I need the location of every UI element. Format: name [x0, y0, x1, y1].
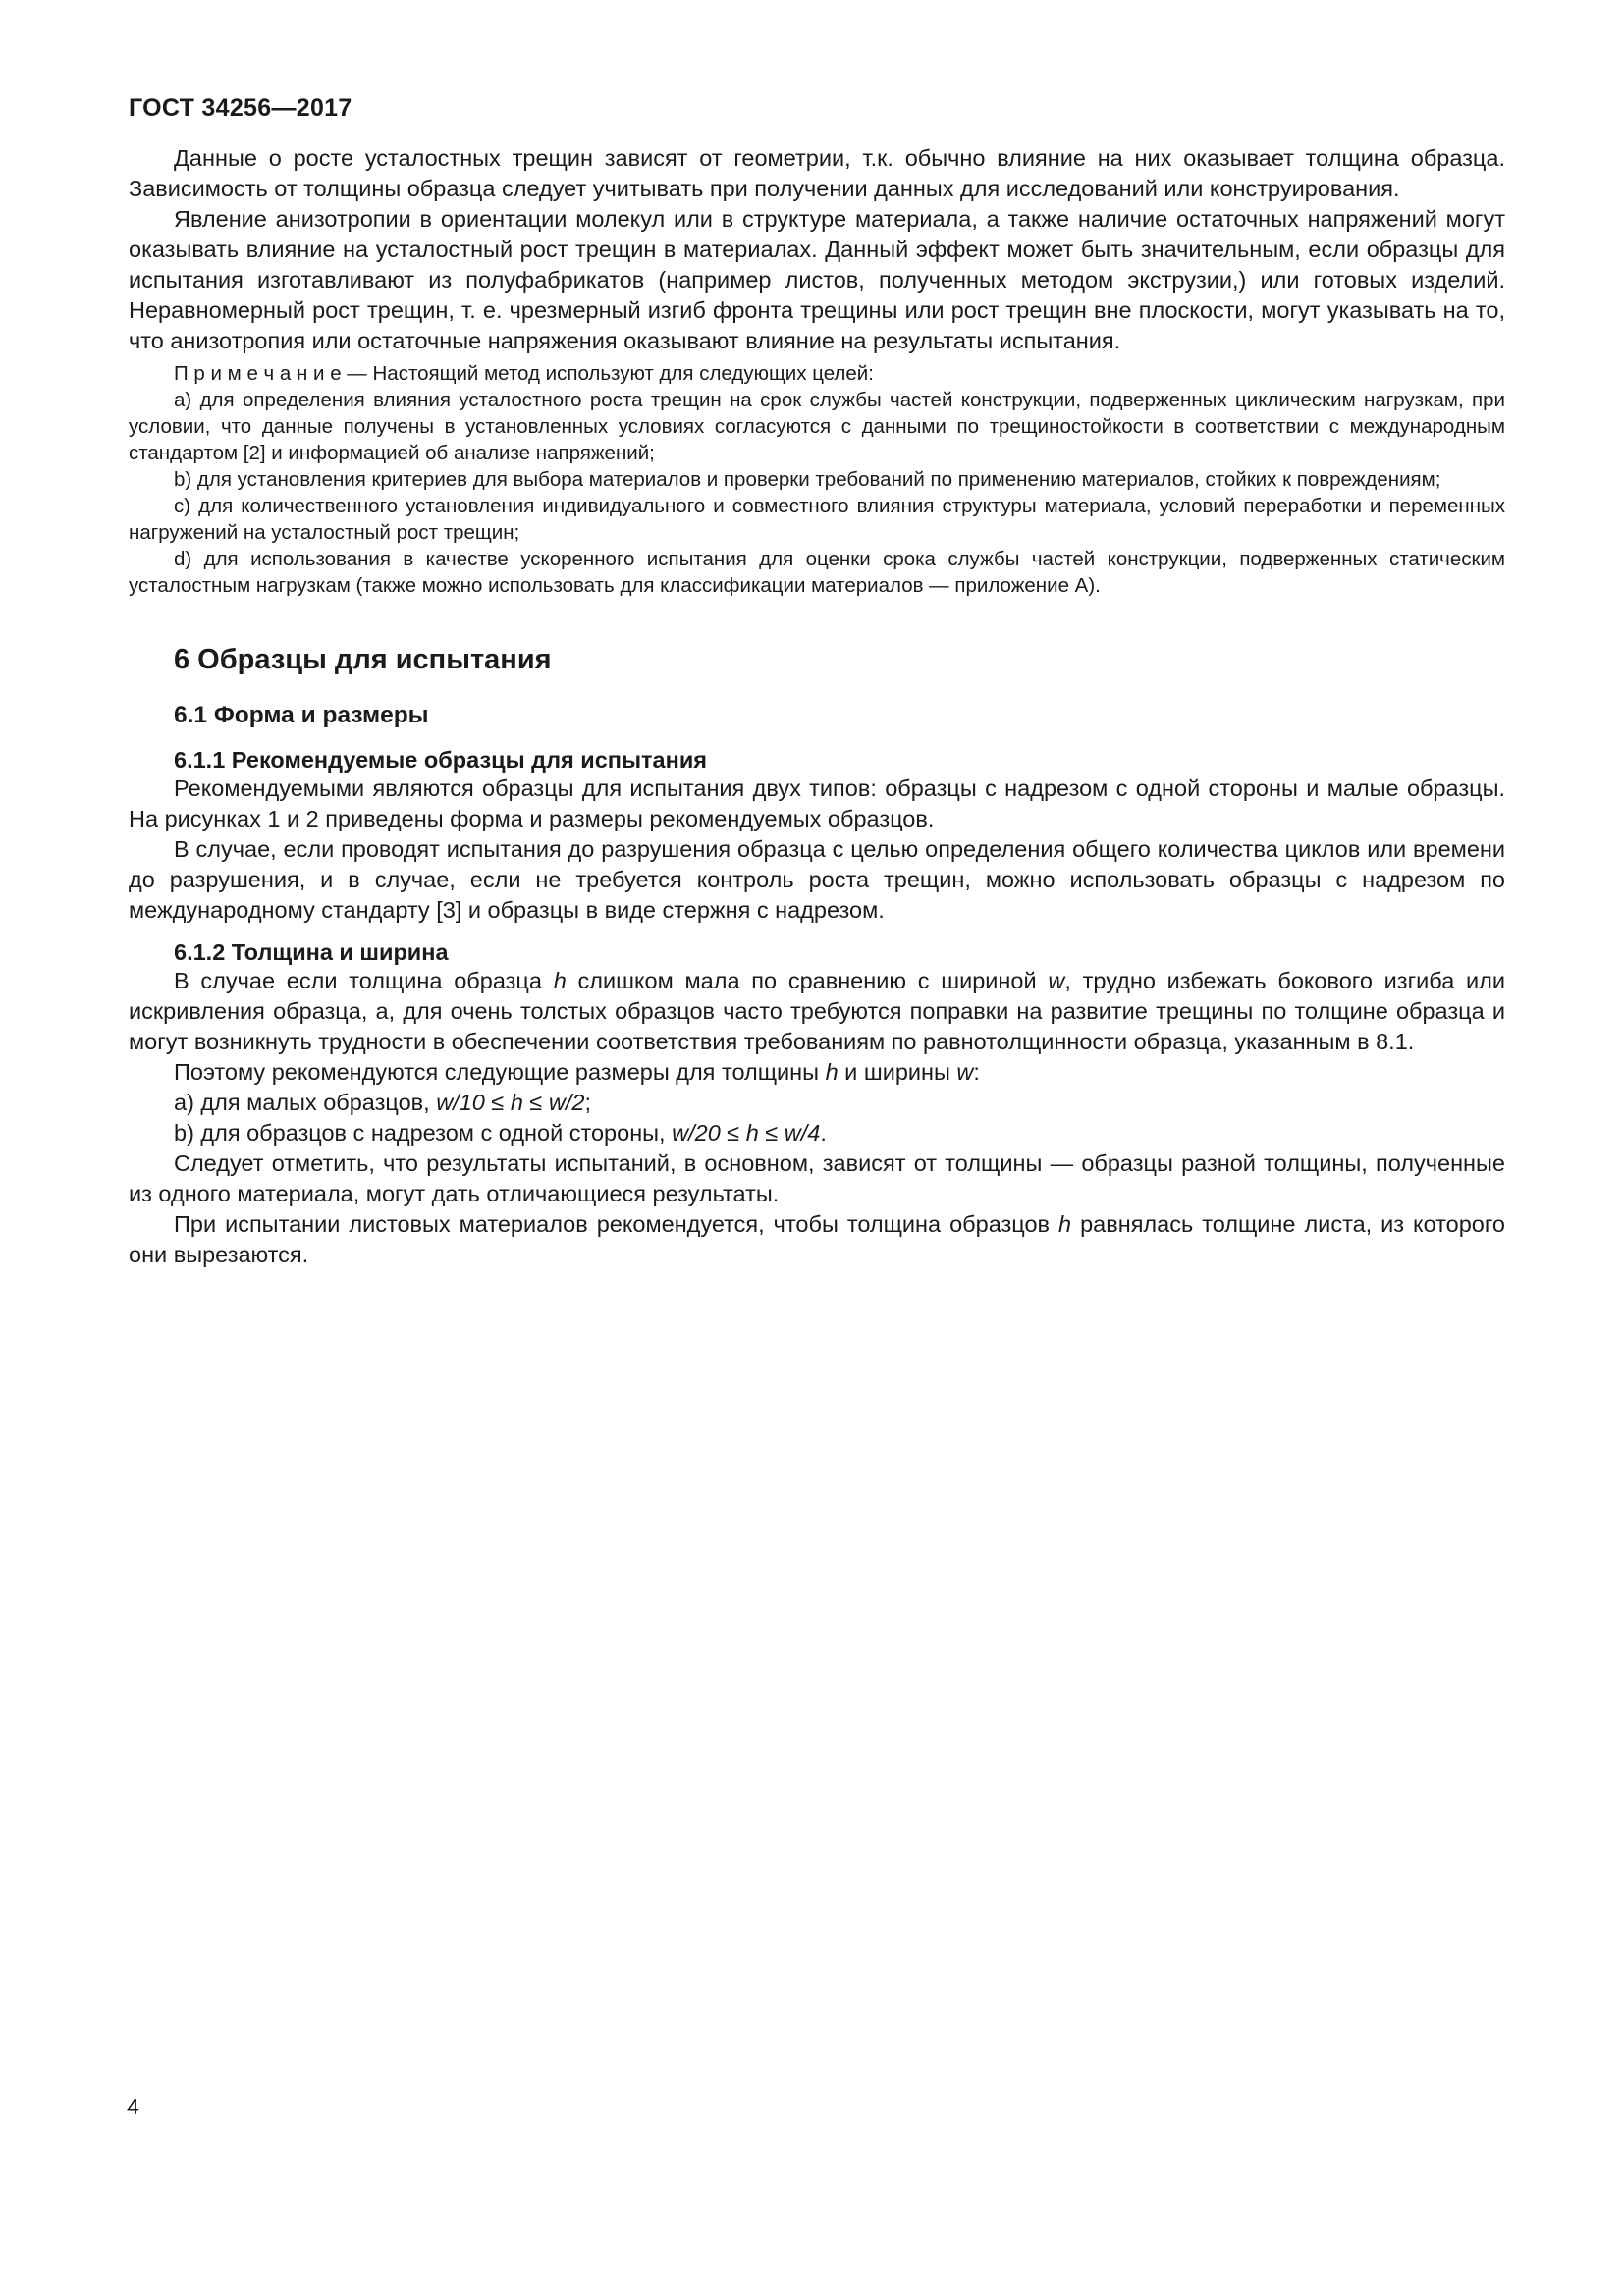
note-intro: П р и м е ч а н и е — Настоящий метод используют для следующих целей:: [174, 362, 874, 385]
section-6-1-title: 6.1 Форма и размеры: [174, 702, 429, 728]
intro-paragraph-1: Данные о росте усталостных трещин зависят от геометрии, т.к. обычно влияние на них оказывает толщина образца. Зависимость от толщины образца следует учитывать при получении данных для исследований или конструирования.: [129, 145, 1505, 201]
section-6-1-2-title: 6.1.2 Толщина и ширина: [174, 939, 449, 965]
section-6-1-2-paragraph-3: Следует отметить, что результаты испытаний, в основном, зависят от толщины — образцы разной толщины, полученные из одного материала, могут дать отличающиеся результаты.: [129, 1150, 1505, 1206]
page-number: 4: [127, 2094, 139, 2119]
note-item-d: d) для использования в качестве ускоренного испытания для оценки срока службы частей конструкции, подверженных статическим усталостным нагрузкам (также можно использовать для классификации материалов — приложение А).: [129, 548, 1505, 597]
note-item-c: c) для количественного установления индивидуального и совместного влияния структуры материала, условий переработки и переменных нагружений на усталостный рост трещин;: [129, 495, 1505, 544]
note-item-a: a) для определения влияния усталостного роста трещин на срок службы частей конструкции, подверженных циклическим нагрузкам, при условии, что данные получены в установленных условиях согласуются с данными по трещиностойкости в соответствии с международным стандартом [2] и информацией об анализе напряжений;: [129, 389, 1505, 464]
section-6-1-1-paragraph-1: Рекомендуемыми являются образцы для испытания двух типов: образцы с надрезом с одной стороны и малые образцы. На рисунках 1 и 2 приведены форма и размеры рекомендуемых образцов.: [129, 775, 1505, 831]
note-block: [129, 360, 1505, 599]
section-6-1-2-paragraph-4: При испытании листовых материалов рекомендуется, чтобы толщина образцов h равнялась толщине листа, из которого они вырезаются.: [129, 1211, 1505, 1267]
doc-number-header: ГОСТ 34256—2017: [129, 94, 352, 122]
section-6-1-1-title: 6.1.1 Рекомендуемые образцы для испытания: [174, 747, 707, 773]
section-6-1-2-paragraph-1: В случае если толщина образца h слишком мала по сравнению с шириной w, трудно избежать бокового изгиба или искривления образца, а, для очень толстых образцов часто требуются поправки на развитие трещины по толщине образца и могут возникнуть трудности в обеспечении соответствия требованиям по равнотолщинности образца, указанным в 8.1.: [129, 968, 1505, 1054]
page-content: [129, 143, 1505, 1270]
intro-paragraph-2: Явление анизотропии в ориентации молекул или в структуре материала, а также наличие остаточных напряжений могут оказывать влияние на усталостный рост трещин в материалах. Данный эффект может быть значительным, если образцы для испытания изготавливают из полуфабрикатов (например листов, полученных методом экструзии,) или готовых изделий. Неравномерный рост трещин, т. е. чрезмерный изгиб фронта трещины или рост трещин вне плоскости, могут указывать на то, что анизотропия или остаточные напряжения оказывают влияние на результаты испытания.: [129, 206, 1505, 353]
note-item-b: b) для установления критериев для выбора материалов и проверки требований по применению материалов, стойких к повреждениям;: [174, 468, 1441, 491]
section-6-1-2-paragraph-2: Поэтому рекомендуются следующие размеры для толщины h и ширины w:: [174, 1059, 980, 1085]
section-6-1-2-item-b: b) для образцов с надрезом с одной стороны, w/20 ≤ h ≤ w/4.: [174, 1120, 827, 1146]
section-6-title: 6 Образцы для испытания: [174, 644, 552, 675]
section-6-1-2-item-a: a) для малых образцов, w/10 ≤ h ≤ w/2;: [174, 1090, 591, 1115]
section-6-1-1-paragraph-2: В случае, если проводят испытания до разрушения образца с целью определения общего количества циклов или времени до разрушения, и в случае, если не требуется контроль роста трещин, можно использовать образцы с надрезом по международному стандарту [3] и образцы в виде стержня с надрезом.: [129, 836, 1505, 923]
